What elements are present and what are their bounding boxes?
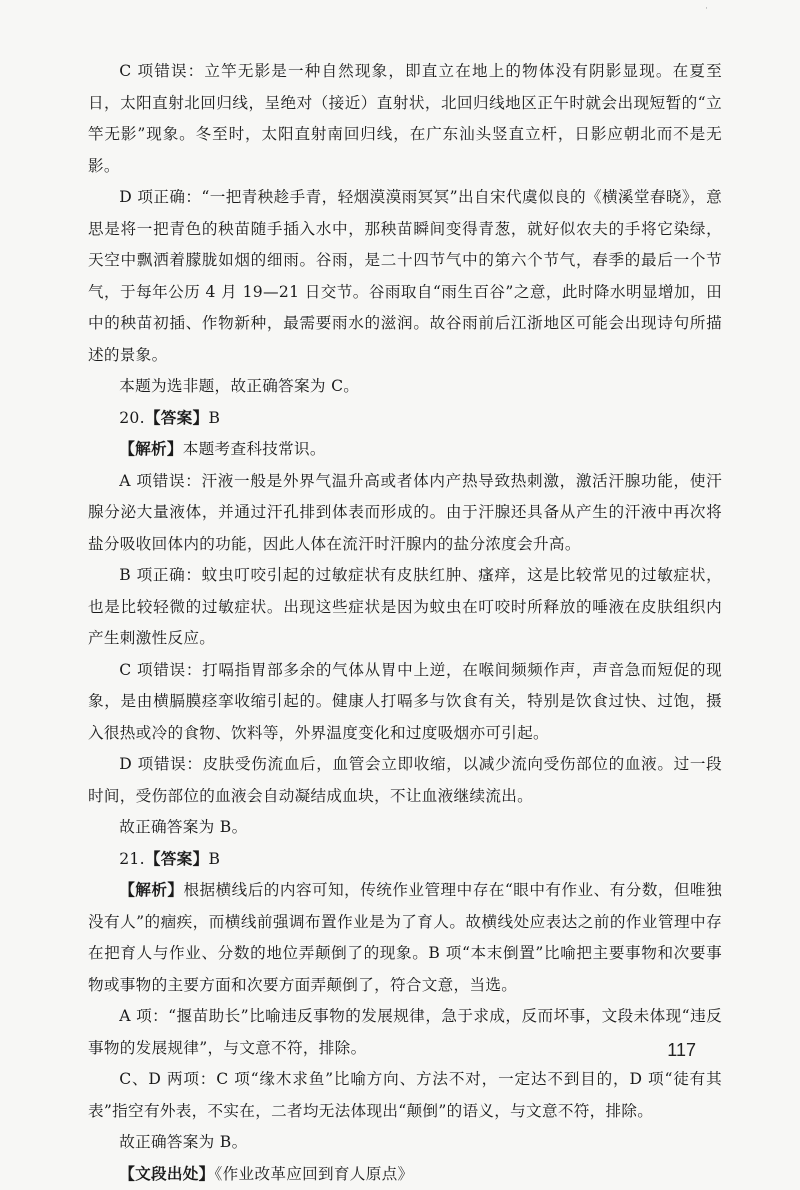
page-number: 117 xyxy=(667,1040,696,1061)
q20-analysis-label: 【解析】 xyxy=(119,440,183,458)
q21-answer-label: 【答案】 xyxy=(145,850,209,868)
q20-analysis-text: 本题考查科技常识。 xyxy=(183,440,326,458)
q20-answer-value: B xyxy=(208,409,220,427)
q20-answer-line xyxy=(88,403,722,435)
paragraph-q21-option-a: A 项：“揠苗助长”比喻违反事物的发展规律，急于求成，反而坏事，文段未体现“违反事物的发展规律”，与文意不符，排除。 xyxy=(88,1001,722,1064)
paragraph-q21-option-cd: C、D 两项：C 项“缘木求鱼”比喻方向、方法不对，一定达不到目的，D 项“徒有其表”指空有外表，不实在，二者均无法体现出“颠倒”的语义，与文意不符，排除。 xyxy=(88,1064,722,1127)
q21-analysis-label: 【解析】 xyxy=(119,881,183,899)
q21-analysis-text: 根据横线后的内容可知，传统作业管理中存在“眼中有作业、有分数，但唯独没有人”的痼疾，而横线前强调布置作业是为了育人。故横线处应表达之前的作业管理中存在把育人与作业、分数的地位弄颠倒了的现象。B 项“本末倒置”比喻把主要事物和次要事物或事物的主要方面和次要方面弄颠倒了，符合文意，当选。 xyxy=(88,881,722,994)
q21-source-line xyxy=(88,1159,722,1190)
q20-number: 20. xyxy=(119,409,145,427)
paragraph-q20-conclusion: 故正确答案为 B。 xyxy=(88,812,722,844)
paragraph-q19-option-c: C 项错误：立竿无影是一种自然现象，即直立在地上的物体没有阴影显现。在夏至日，太阳直射北回归线，呈绝对（接近）直射状，北回归线地区正午时就会出现短暂的“立竿无影”现象。冬至时，太阳直射南回归线，在广东汕头竖直立杆，日影应朝北而不是无影。 xyxy=(88,56,722,182)
q21-number: 21. xyxy=(119,850,145,868)
paragraph-q20-option-a: A 项错误：汗液一般是外界气温升高或者体内产热导致热刺激，激活汗腺功能，使汗腺分泌大量液体，并通过汗孔排到体表而形成的。由于汗腺还具备从产生的汗液中再次将盐分吸收回体内的功能，因此人体在流汗时汗腺内的盐分浓度会升高。 xyxy=(88,466,722,561)
paragraph-q20-option-b: B 项正确：蚊虫叮咬引起的过敏症状有皮肤红肿、瘙痒，这是比较常见的过敏症状，也是比较轻微的过敏症状。出现这些症状是因为蚊虫在叮咬时所释放的唾液在皮肤组织内产生刺激性反应。 xyxy=(88,560,722,655)
q20-answer-label: 【答案】 xyxy=(145,409,209,427)
paragraph-q21-conclusion: 故正确答案为 B。 xyxy=(88,1127,722,1159)
source-label: 【文段出处】 xyxy=(119,1165,214,1183)
paragraph-q19-conclusion: 本题为选非题，故正确答案为 C。 xyxy=(88,371,722,403)
q21-answer-line xyxy=(88,844,722,876)
paragraph-q21-analysis xyxy=(88,875,722,1001)
corner-mark: · xyxy=(705,4,708,14)
document-body xyxy=(88,56,722,1190)
paragraph-q19-option-d: D 项正确：“一把青秧趁手青，轻烟漠漠雨冥冥”出自宋代虞似良的《横溪堂春晓》，意思是将一把青色的秧苗随手插入水中，那秧苗瞬间变得青葱，就好似农夫的手将它染绿，天空中飘洒着朦胧如烟的细雨。谷雨，是二十四节气中的第六个节气，春季的最后一个节气，于每年公历 4 月 19—21 日交节。谷雨取自“雨生百谷”之意，此时降水明显增加，田中的秧苗初插、作物新种，最需要雨水的滋润。故谷雨前后江浙地区可能会出现诗句所描述的景象。 xyxy=(88,182,722,371)
q20-analysis-line xyxy=(88,434,722,466)
paragraph-q20-option-c: C 项错误：打嗝指胃部多余的气体从胃中上逆，在喉间频频作声，声音急而短促的现象，是由横膈膜痉挛收缩引起的。健康人打嗝多与饮食有关，特别是饮食过快、过饱，摄入很热或冷的食物、饮料等，外界温度变化和过度吸烟亦可引起。 xyxy=(88,655,722,750)
source-title: 《作业改革应回到育人原点》 xyxy=(215,1165,414,1183)
q21-answer-value: B xyxy=(208,850,220,868)
paragraph-q20-option-d: D 项错误：皮肤受伤流血后，血管会立即收缩，以减少流向受伤部位的血液。过一段时间，受伤部位的血液会自动凝结成血块，不让血液继续流出。 xyxy=(88,749,722,812)
